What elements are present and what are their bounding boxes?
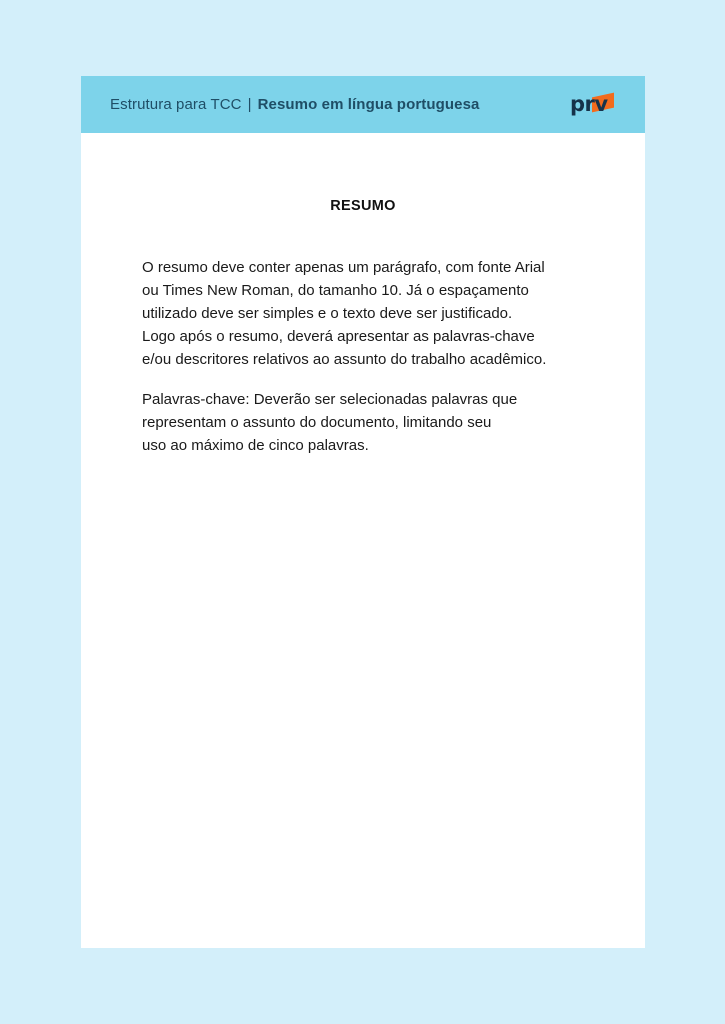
logo-text: prv	[570, 92, 608, 116]
header-title	[110, 96, 479, 113]
document-title: RESUMO	[330, 198, 396, 214]
paragraph-line: Logo após o resumo, deverá apresentar as palavras-chave	[142, 328, 535, 345]
paragraph-line: ou Times New Roman, do tamanho 10. Já o espaçamento	[142, 282, 529, 299]
prv-logo	[570, 90, 618, 120]
paragraph-line: O resumo deve conter apenas um parágrafo, com fonte Arial	[142, 259, 545, 276]
document-page	[81, 76, 645, 948]
paragraph-line: utilizado deve ser simples e o texto deve ser justificado.	[142, 305, 513, 322]
paragraph-line: Palavras-chave: Deverão ser selecionadas palavras que	[142, 391, 518, 408]
paragraph-line: uso ao máximo de cinco palavras.	[142, 437, 369, 454]
paragraph-line: representam o assunto do documento, limitando seu	[142, 414, 492, 431]
abstract-paragraph	[142, 256, 546, 371]
header-bar	[81, 76, 645, 133]
header-section: Resumo em língua portuguesa	[257, 96, 480, 113]
header-separator: |	[247, 96, 252, 113]
header-series: Estrutura para TCC	[110, 96, 242, 113]
keywords-paragraph	[142, 388, 517, 457]
paragraph-line: e/ou descritores relativos ao assunto do trabalho acadêmico.	[142, 351, 547, 368]
